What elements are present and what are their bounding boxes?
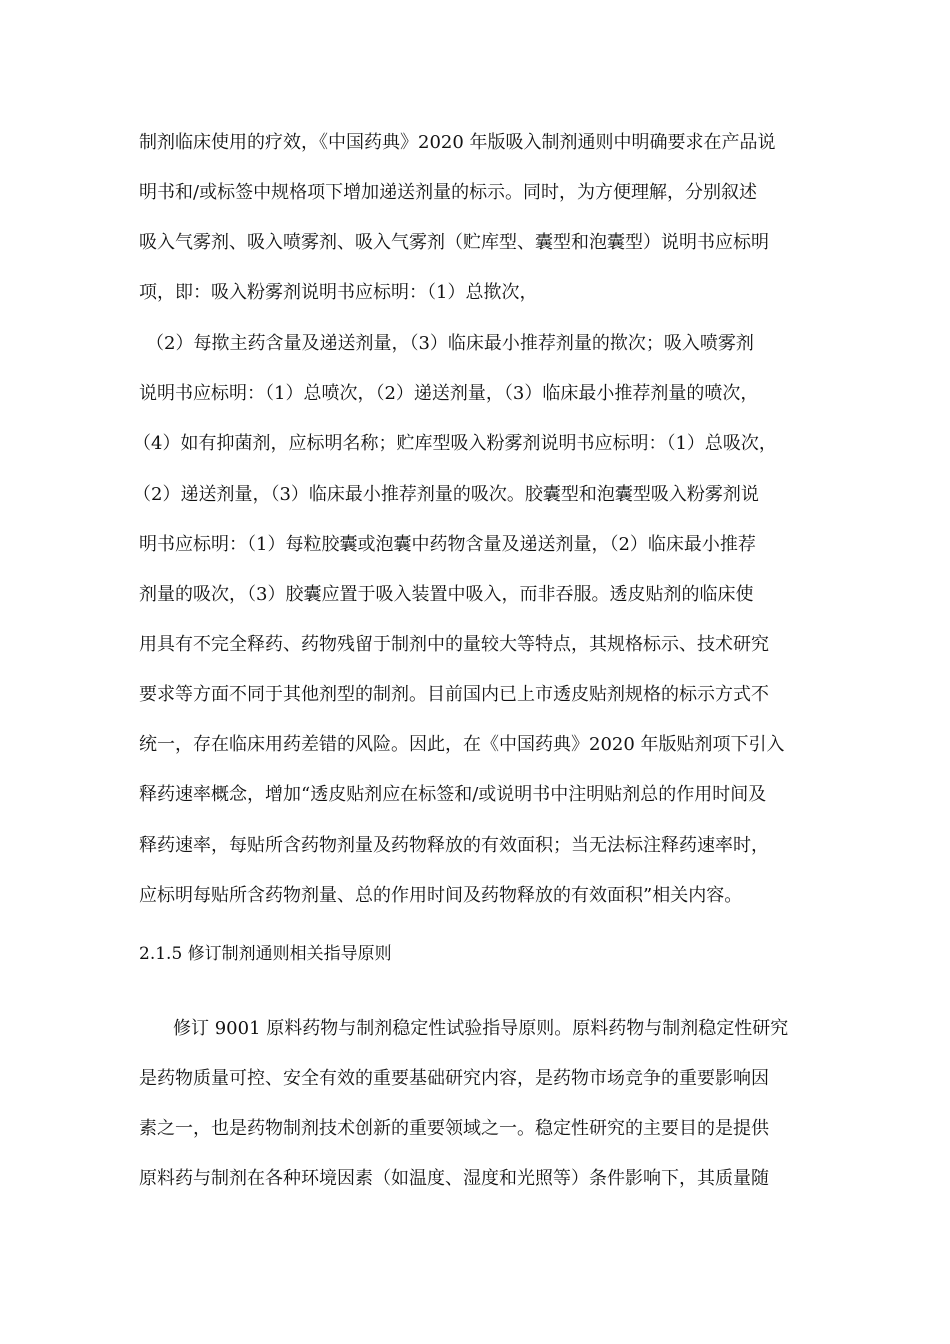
text-line: 说明书应标明：（1）总喷次，（2）递送剂量，（3）临床最小推荐剂量的喷次， [139,383,759,404]
section-heading: 2.1.5 修订制剂通则相关指导原则 [139,944,392,964]
text-line: 释药速率概念，增加“透皮贴剂应在标签和/或说明书中注明贴剂总的作用时间及 [139,784,767,805]
text-line: 明书应标明：（1）每粒胶囊或泡囊中药物含量及递送剂量，（2）临床最小推荐 [139,534,756,555]
text-line: 修订 9001 原料药物与制剂稳定性试验指导原则。原料药物与制剂稳定性研究 [173,1018,789,1039]
text-line: 原料药与制剂在各种环境因素（如温度、湿度和光照等）条件影响下，其质量随 [139,1168,769,1189]
text-line: 释药速率，每贴所含药物剂量及药物释放的有效面积；当无法标注释药速率时， [139,835,769,856]
text-line: 用具有不完全释药、药物残留于制剂中的量较大等特点，其规格标示、技术研究 [139,634,769,655]
text-line: （2）每揿主药含量及递送剂量，（3）临床最小推荐剂量的揿次；吸入喷雾剂 [146,333,754,354]
text-line: 素之一，也是药物制剂技术创新的重要领域之一。稳定性研究的主要目的是提供 [139,1118,769,1139]
text-line: 要求等方面不同于其他剂型的制剂。目前国内已上市透皮贴剂规格的标示方式不 [139,684,769,705]
text-line: （4）如有抑菌剂，应标明名称；贮库型吸入粉雾剂说明书应标明：（1）总吸次， [133,433,777,454]
text-line: 制剂临床使用的疗效，《中国药典》2020 年版吸入制剂通则中明确要求在产品说 [139,132,776,153]
text-line: 应标明每贴所含药物剂量、总的作用时间及药物释放的有效面积”相关内容。 [139,885,743,906]
text-line: 吸入气雾剂、吸入喷雾剂、吸入气雾剂（贮库型、囊型和泡囊型）说明书应标明 [139,232,769,253]
text-line: 剂量的吸次，（3）胶囊应置于吸入装置中吸入，而非吞服。透皮贴剂的临床使 [139,584,754,605]
text-line: （2）递送剂量，（3）临床最小推荐剂量的吸次。胶囊型和泡囊型吸入粉雾剂说 [133,484,759,505]
text-line: 明书和/或标签中规格项下增加递送剂量的标示。同时，为方便理解，分别叙述 [139,182,758,203]
text-line: 统一，存在临床用药差错的风险。因此，在《中国药典》2020 年版贴剂项下引入 [139,734,785,755]
text-line: 项，即：吸入粉雾剂说明书应标明：（1）总揿次， [139,282,538,303]
text-line: 是药物质量可控、安全有效的重要基础研究内容，是药物市场竞争的重要影响因 [139,1068,769,1089]
